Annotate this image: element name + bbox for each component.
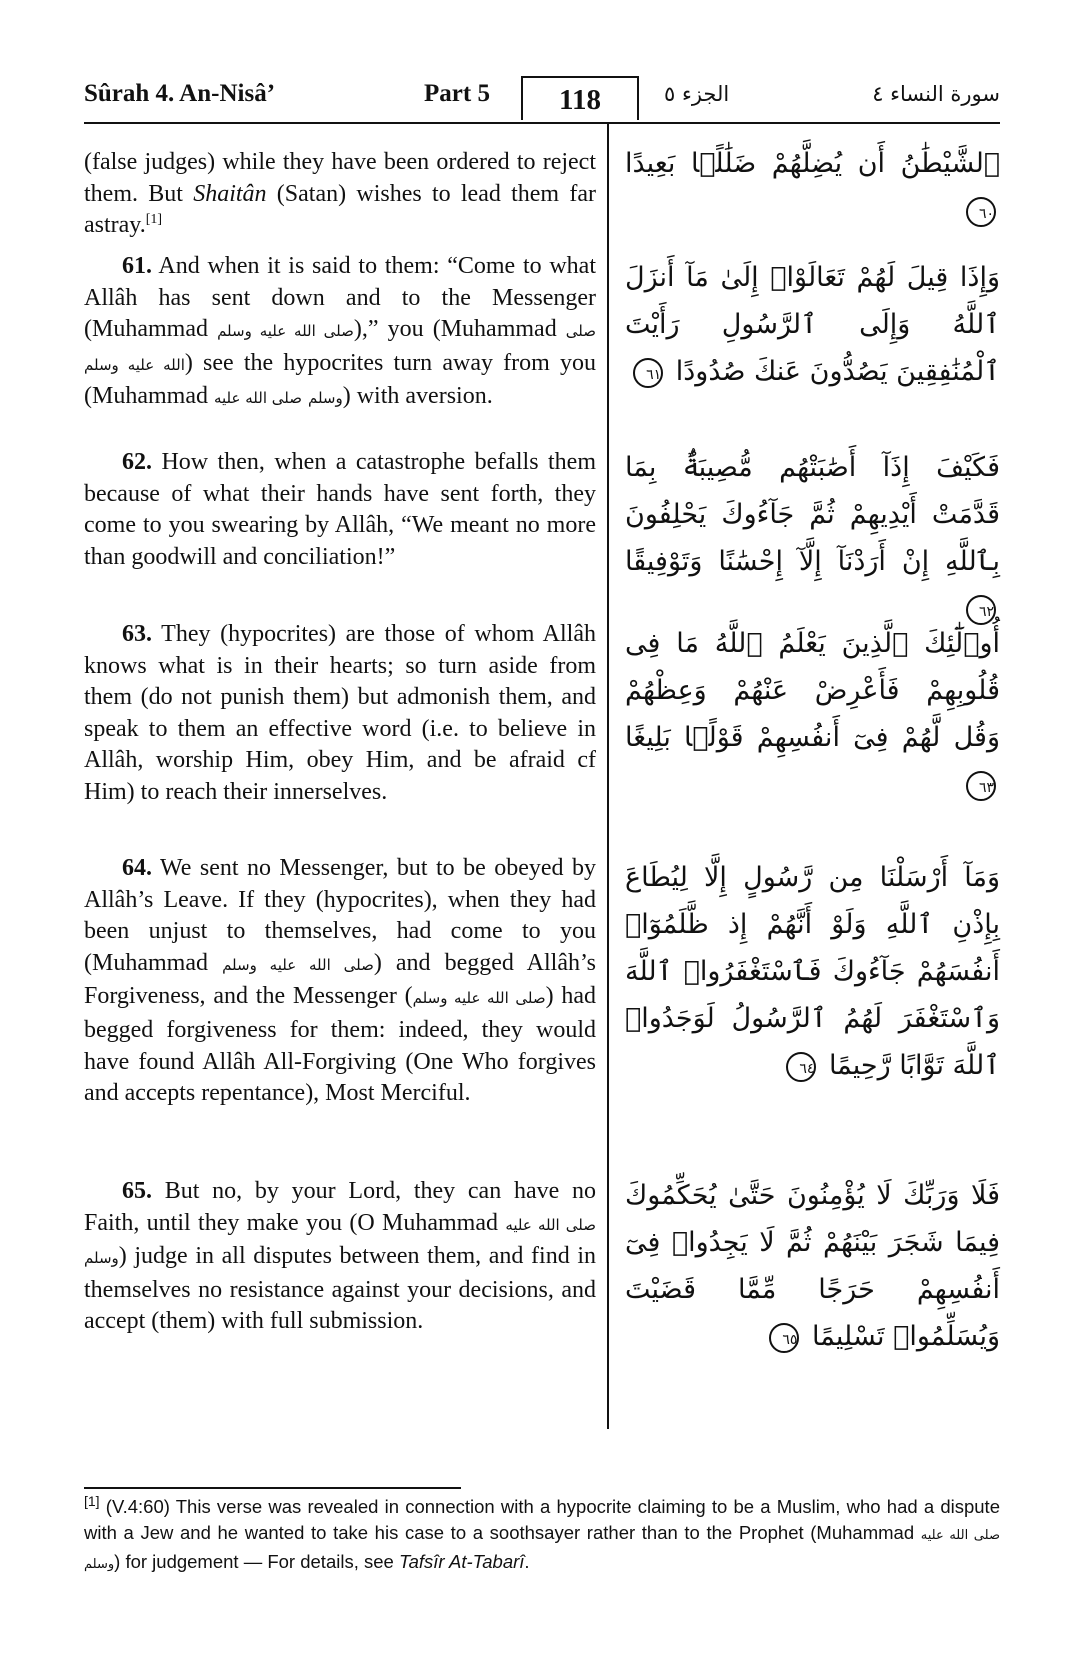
page-header [84, 78, 1000, 122]
verse-61-en [84, 251, 596, 415]
ayah-number-marker: ٦٢ [966, 595, 996, 625]
verse-text: They (hypocrites) are those of whom Allâh knows what is in their hearts; so turn aside from them (do not punish them) but admonish them, and speak to them an effective word (i.e. to believe in Allâh, worship Him, obey Him, and be afraid cf Him) to reach their innerselves. [84, 621, 596, 805]
ayah-number-marker: ٦٥ [769, 1323, 799, 1353]
salawat-glyph: صلى الله عليه وسلم [222, 955, 374, 974]
verse-number: 64. [122, 855, 152, 881]
ayah-64-ar [625, 854, 1000, 1089]
footnote-reference: Tafsîr At-Tabarî [398, 1551, 525, 1572]
ayah-text: وَمَآ أَرْسَلْنَا مِن رَّسُولٍ إِلَّا لِيُطَاعَ بِإِذْنِ ٱللَّهِ وَلَوْ أَنَّهُمْ إِذ ظَّلَمُوٓا۟ أَنفُسَهُمْ جَآءُوكَ فَٱسْتَغْفَرُوا۟ ٱللَّهَ وَٱسْتَغْفَرَ لَهُمُ ٱلرَّسُولُ لَوَجَدُوا۟ ٱللَّهَ تَوَّابًا رَّحِيمًا [625, 862, 1000, 1081]
salawat-glyph: وسلم [307, 389, 343, 408]
salawat-glyph: صلى الله عليه وسلم [412, 989, 546, 1008]
verse-64-en [84, 853, 596, 1110]
ayah-text: فَلَا وَرَبِّكَ لَا يُؤْمِنُونَ حَتَّىٰ يُحَكِّمُوكَ فِيمَا شَجَرَ بَيْنَهُمْ ثُمَّ لَا يَجِدُوا۟ فِىٓ أَنفُسِهِمْ حَرَجًا مِّمَّا قَضَيْتَ وَيُسَلِّمُوا۟ تَسْلِيمًا [625, 1180, 1000, 1352]
english-continuation [84, 147, 596, 242]
verse-text: ) had begged forgiveness for them: indeed, they would have found Allâh All-Forgiving (One Who forgives and accepts repentance), Most Merciful. [84, 983, 596, 1107]
verse-number: 63. [122, 621, 152, 647]
verse-text: ) judge in all disputes between them, and find in themselves no resistance against your decisions, and accept (them) with full submission. [84, 1243, 596, 1335]
footnote [84, 1494, 1000, 1578]
ayah-61-ar [625, 254, 1000, 395]
footnote-text: . [524, 1551, 530, 1572]
verse-text: ), [353, 316, 368, 343]
ayah-number-marker: ٦٠ [966, 197, 996, 227]
verse-number: 62. [122, 449, 152, 475]
surah-title-en: Sûrah 4. An-Nisâ’ [84, 80, 276, 107]
part-label-en: Part 5 [424, 80, 490, 107]
verse-text: We sent no Messenger, but to be obeyed by Allâh’s Leave. If they (hypocrites), when they had been unjust to themselves, had come to you (Muhammad [84, 855, 596, 976]
cont-text-b: (Satan) wishes to lead them far astray. [84, 180, 596, 239]
ayah-62-ar [625, 444, 1000, 632]
salawat-glyph: صلى الله عليه وسلم [84, 322, 597, 374]
ayah-65-ar [625, 1172, 1000, 1360]
verse-62-en [84, 447, 596, 573]
ayah-number-marker: ٦٤ [786, 1052, 816, 1082]
verse-text: ) and begged Allâh’s Forgiveness, and the Messenger ( [84, 949, 597, 1010]
ayah-text: فَكَيْفَ إِذَآ أَصَٰبَتْهُم مُّصِيبَةٌۢ بِمَا قَدَّمَتْ أَيْدِيهِمْ ثُمَّ جَآءُوكَ يَحْلِفُونَ بِٱللَّهِ إِنْ أَرَدْنَآ إِلَّآ إِحْسَٰنًا وَتَوْفِيقًا [625, 452, 1000, 577]
footnote-rule [84, 1487, 461, 1489]
ayah-number-marker: ٦٣ [966, 771, 996, 801]
ayah-text: أُو۟لَٰٓئِكَ ٱلَّذِينَ يَعْلَمُ ٱللَّهُ مَا فِى قُلُوبِهِمْ فَأَعْرِضْ عَنْهُمْ وَعِظْهُمْ وَقُل لَّهُمْ فِىٓ أَنفُسِهِمْ قَوْلًۢا بَلِيغًا [625, 628, 1000, 753]
ayah-text: وَإِذَا قِيلَ لَهُمْ تَعَالَوْا۟ إِلَىٰ مَآ أَنزَلَ ٱللَّهُ وَإِلَى ٱلرَّسُولِ رَأَيْتَ ٱلْمُنَٰفِقِينَ يَصُدُّونَ عَنكَ صُدُودًا [625, 262, 1000, 387]
verse-text: ” you (Muhammad [367, 316, 566, 343]
verse-63-en [84, 619, 596, 809]
verse-text: ) with aversion. [342, 383, 493, 410]
footnote-ref[interactable]: [1] [145, 212, 163, 228]
cont-text-a: (false judges) while they have been ordered to reject them. But [84, 149, 596, 207]
part-label-ar: الجزء ٥ [664, 82, 730, 106]
page-number: 118 [521, 76, 639, 120]
salawat-glyph: صلى الله عليه وسلم [84, 1215, 596, 1268]
ayah-60-ar [625, 140, 1000, 234]
header-rule [84, 122, 1000, 124]
column-divider [607, 124, 609, 1429]
ayah-text: ٱلشَّيْطَٰنُ أَن يُضِلَّهُمْ ضَلَٰلًۢا بَعِيدًا [625, 148, 1000, 179]
shaitan-term: Shaitân [193, 180, 267, 207]
verse-text: And when it is said to them: “Come to what Allâh has sent down and to the Messenger (Muhammad [84, 253, 596, 343]
footnote-text: (V.4:60) This verse was revealed in connection with a hypocrite claiming to be a Muslim, who had a dispute with a Jew and he wanted to take his case to a soothsayer rather than to the Prophet (Muhammad [84, 1496, 1000, 1543]
ayah-number-marker: ٦١ [633, 358, 663, 388]
verse-text: ) see the hypocrites turn away from you (Muhammad [84, 349, 596, 410]
verse-65-en [84, 1176, 596, 1338]
ayah-63-ar [625, 620, 1000, 808]
salawat-glyph: صلى الله عليه [213, 389, 302, 408]
footnote-text: ) for judgement — For details, see [114, 1551, 399, 1572]
verse-text: But no, by your Lord, they can have no Faith, until they make you (O Muhammad [84, 1178, 596, 1236]
verse-number: 65. [122, 1178, 152, 1204]
verse-number: 61. [122, 253, 152, 279]
verse-text: How then, when a catastrophe befalls them because of what their hands have sent forth, they come to you swearing by Allâh, “We meant no more than goodwill and conciliation!” [84, 449, 596, 570]
footnote-marker: [1] [84, 1492, 100, 1509]
salawat-glyph: صلى الله عليه وسلم [84, 1528, 1000, 1572]
surah-title-ar: سورة النساء ٤ [872, 82, 1000, 106]
salawat-glyph: صلى الله عليه وسلم [217, 322, 354, 341]
